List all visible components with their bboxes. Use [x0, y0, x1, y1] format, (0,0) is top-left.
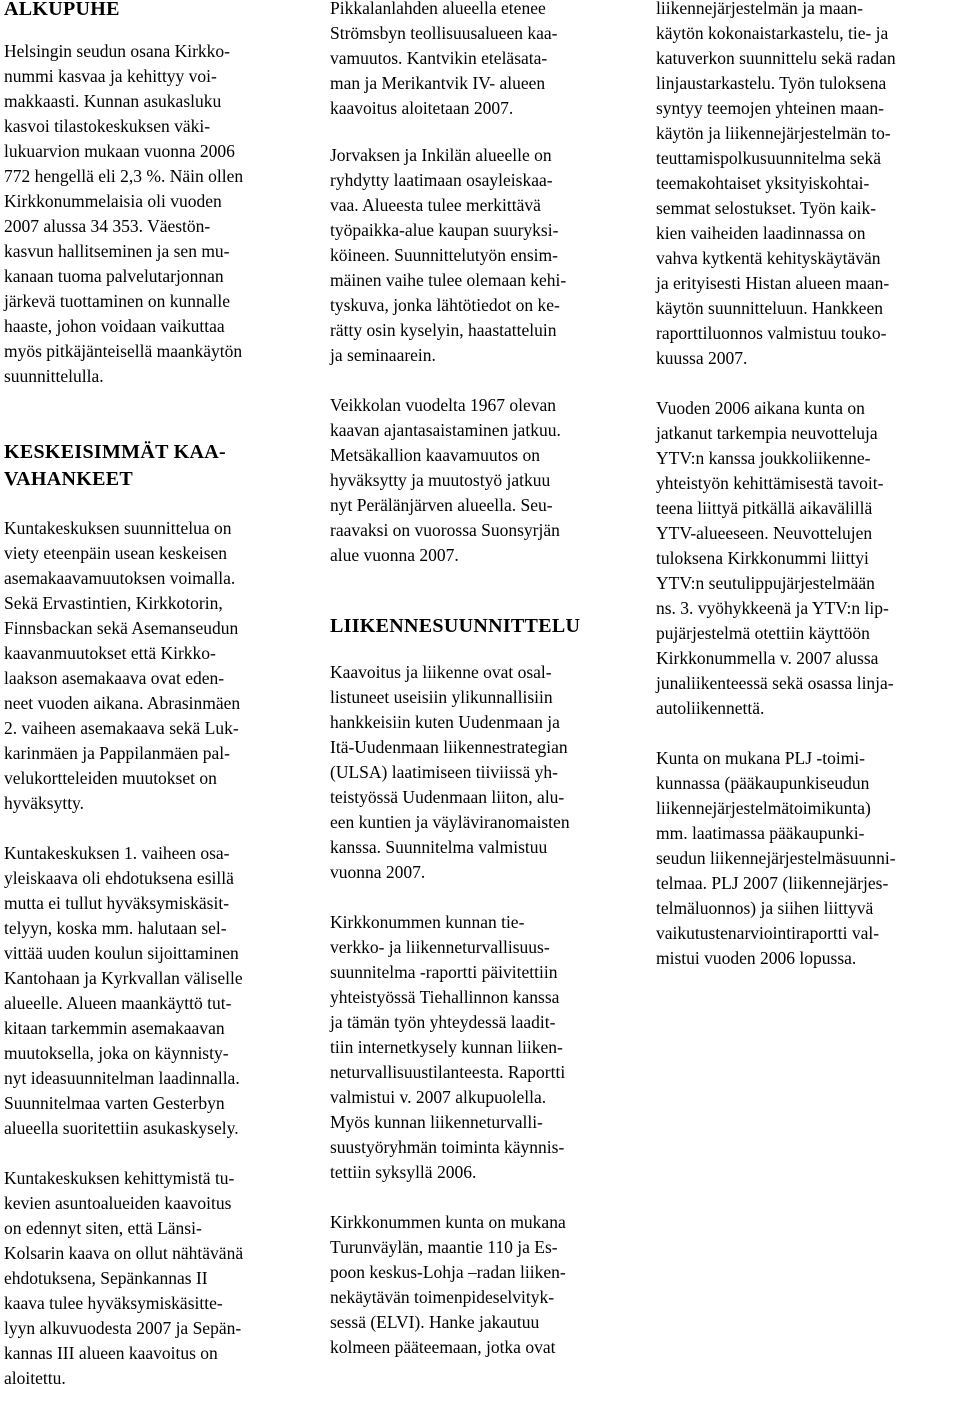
- text-line: aloitettu.: [4, 1368, 66, 1388]
- text-line: kunnassa (pääkaupunkiseudun: [656, 773, 870, 793]
- text-line: mm. laatimassa pääkaupunki-: [656, 823, 865, 843]
- text-line: Kuntakeskuksen suunnittelua on: [4, 518, 232, 538]
- text-line: ja tämän työn yhteydessä laadit-: [330, 1012, 556, 1032]
- text-line: kaava tulee hyväksymiskäsitte-: [4, 1293, 223, 1313]
- text-line: autoliikennettä.: [656, 698, 765, 718]
- text-line: raporttiluonnos valmistuu touko-: [656, 323, 887, 343]
- text-line: köineen. Suunnittelutyön ensim-: [330, 245, 558, 265]
- paragraph-kaavoitus-liikenne: [330, 660, 636, 885]
- text-line: kannas III alueen kaavoitus on: [4, 1343, 218, 1363]
- heading-line: VAHANKEET: [4, 468, 134, 490]
- text-line: kasvun hallitseminen ja sen mu-: [4, 241, 230, 261]
- text-line: Myös kunnan liikenneturvalli-: [330, 1112, 543, 1132]
- text-line: ns. 3. vyöhykkeenä ja YTV:n lip-: [656, 598, 889, 618]
- text-line: 2007 alussa 34 353. Väestön-: [4, 216, 211, 236]
- text-line: Kirkkonummelaisia oli vuoden: [4, 191, 222, 211]
- text-line: teemakohtaiset yksityiskohtai-: [656, 173, 870, 193]
- text-line: Metsäkallion kaavamuutos on: [330, 445, 540, 465]
- text-line: Kuntakeskuksen 1. vaiheen osa-: [4, 843, 230, 863]
- text-line: Kuntakeskuksen kehittymistä tu-: [4, 1168, 235, 1188]
- text-line: tyskuva, jonka lähtötiedot on ke-: [330, 295, 560, 315]
- text-line: lukuarvion mukaan vuonna 2006: [4, 141, 235, 161]
- text-line: listuneet useisiin ylikunnallisiin: [330, 687, 553, 707]
- text-line: yleiskaava oli ehdotuksena esillä: [4, 868, 234, 888]
- text-line: pujärjestelmä otettiin käyttöön: [656, 623, 870, 643]
- paragraph-asuntoalueet: [4, 1166, 304, 1391]
- paragraph-alkupuhe: [4, 39, 304, 389]
- paragraph-turvallisuus: [330, 910, 636, 1185]
- text-line: asemakaavamuutoksen voimalla.: [4, 568, 236, 588]
- text-line: järkevä tuottaminen on kunnalle: [4, 291, 230, 311]
- column-1: [4, 0, 304, 1391]
- text-line: Veikkolan vuodelta 1967 olevan: [330, 395, 556, 415]
- text-line: vuonna 2007.: [330, 862, 426, 882]
- text-line: Suunnitelmaa varten Gesterbyn: [4, 1093, 225, 1113]
- text-line: tettiin syksyllä 2006.: [330, 1162, 477, 1182]
- text-line: muutoksella, joka on käynnisty-: [4, 1043, 229, 1063]
- text-line: suunnitelma -raportti päivitettiin: [330, 962, 558, 982]
- text-line: suunnittelulla.: [4, 366, 104, 386]
- text-line: YTV-alueeseen. Neuvottelujen: [656, 523, 873, 543]
- text-line: vaa. Alueesta tulee merkittävä: [330, 195, 541, 215]
- text-line: Kolsarin kaava on ollut nähtävänä: [4, 1243, 244, 1263]
- text-line: Jorvaksen ja Inkilän alueelle on: [330, 145, 552, 165]
- text-line: kitaan tarkemmin asemakaavan: [4, 1018, 225, 1038]
- text-line: alueelle. Alueen maankäyttö tut-: [4, 993, 232, 1013]
- text-line: kien vaiheiden laadinnassa on: [656, 223, 866, 243]
- text-line: kaavan ajantasaistaminen jatkuu.: [330, 420, 561, 440]
- text-line: valmistui v. 2007 alkupuolella.: [330, 1087, 547, 1107]
- text-line: viety eteenpäin usean keskeisen: [4, 543, 228, 563]
- text-line: kaavanmuutokset että Kirkko-: [4, 643, 216, 663]
- text-line: YTV:n seutulippujärjestelmään: [656, 573, 875, 593]
- text-line: yhteistyön kehittämisestä tavoit-: [656, 473, 884, 493]
- text-line: kevien asuntoalueiden kaavoitus: [4, 1193, 232, 1213]
- text-line: Vuoden 2006 aikana kunta on: [656, 398, 865, 418]
- text-line: teuttamispolkusuunnitelma sekä: [656, 148, 882, 168]
- text-line: liikennejärjestelmän ja maan-: [656, 0, 863, 18]
- text-line: liikennejärjestelmätoimikunta): [656, 798, 871, 818]
- text-line: telyyn, koska mm. halutaan sel-: [4, 918, 227, 938]
- text-line: kanssa. Suunnitelma valmistuu: [330, 837, 548, 857]
- text-line: nekäytävän toimenpideselvityk-: [330, 1287, 555, 1307]
- paragraph-ytv: [656, 396, 956, 721]
- text-line: mistui vuoden 2006 lopussa.: [656, 948, 857, 968]
- paragraph-kuntakeskus: [4, 516, 304, 816]
- text-line: kolmeen pääteemaan, jotka ovat: [330, 1337, 556, 1357]
- text-line: junaliikenteessä sekä osassa linja-: [656, 673, 894, 693]
- text-line: tuloksena Kirkkonummi liittyi: [656, 548, 869, 568]
- text-line: Kunta on mukana PLJ -toimi-: [656, 748, 866, 768]
- text-line: kanaan tuoma palvelutarjonnan: [4, 266, 224, 286]
- paragraph-turunvayla: [330, 1210, 636, 1360]
- text-line: Kirkkonummen kunta on mukana: [330, 1212, 566, 1232]
- text-line: makkaasti. Kunnan asukasluku: [4, 91, 222, 111]
- text-line: alue vuonna 2007.: [330, 545, 459, 565]
- text-line: karinmäen ja Pappilanmäen pal-: [4, 743, 230, 763]
- paragraph-veikkola: [330, 393, 636, 568]
- text-line: käytön suunnitteluun. Hankkeen: [656, 298, 883, 318]
- text-line: verkko- ja liikenneturvallisuus-: [330, 937, 550, 957]
- text-line: tiin internetkysely kunnan liiken-: [330, 1037, 563, 1057]
- text-line: ja seminaarein.: [330, 345, 436, 365]
- text-line: Pikkalanlahden alueella etenee: [330, 0, 546, 18]
- text-line: 2. vaiheen asemakaava sekä Luk-: [4, 718, 239, 738]
- text-line: ja erityisesti Histan alueen maan-: [656, 273, 890, 293]
- text-line: (ULSA) laatimiseen tiiviissä yh-: [330, 762, 558, 782]
- paragraph-plj: [656, 746, 956, 971]
- column-2: [330, 0, 636, 1360]
- heading-line: KESKEISIMMÄT KAA-: [4, 441, 226, 463]
- text-line: käytön kokonaistarkastelu, tie- ja: [656, 23, 889, 43]
- text-line: työpaikka-alue kaupan suuryksi-: [330, 220, 559, 240]
- text-line: ehdotuksena, Sepänkannas II: [4, 1268, 208, 1288]
- text-line: Strömsbyn teollisuusalueen kaa-: [330, 23, 558, 43]
- text-line: Kaavoitus ja liikenne ovat osal-: [330, 662, 552, 682]
- text-line: Kantohaan ja Kyrkvallan väliselle: [4, 968, 243, 988]
- text-line: myös pitkäjänteisellä maankäytön: [4, 341, 243, 361]
- text-line: YTV:n kanssa joukkoliikenne-: [656, 448, 871, 468]
- text-line: sessä (ELVI). Hanke jakautuu: [330, 1312, 540, 1332]
- paragraph-yleiskaava: [4, 841, 304, 1141]
- text-line: Kirkkonummen kunnan tie-: [330, 912, 525, 932]
- text-line: alueella suoritettiin asukaskysely.: [4, 1118, 239, 1138]
- text-line: Helsingin seudun osana Kirkko-: [4, 41, 231, 61]
- text-line: syntyy teemojen yhteinen maan-: [656, 98, 884, 118]
- text-line: rätty osin kyselyin, haastatteluin: [330, 320, 557, 340]
- text-line: nyt Perälänjärven alueella. Seu-: [330, 495, 553, 515]
- text-line: suustyöryhmän toiminta käynnis-: [330, 1137, 565, 1157]
- text-line: nyt ideasuunnitelman laadinnalla.: [4, 1068, 240, 1088]
- text-line: velukortteleiden muutokset on: [4, 768, 217, 788]
- text-line: man ja Merikantvik IV- alueen: [330, 73, 546, 93]
- paragraph-pikkalanlahti: [330, 0, 636, 121]
- text-line: käytön ja liikennejärjestelmän to-: [656, 123, 891, 143]
- text-line: Kirkkonummella v. 2007 alussa: [656, 648, 879, 668]
- text-line: neet vuoden aikana. Abrasinmäen: [4, 693, 241, 713]
- text-line: haaste, johon voidaan vaikuttaa: [4, 316, 225, 336]
- text-line: telmaa. PLJ 2007 (liikennejärjes-: [656, 873, 889, 893]
- text-line: 772 hengellä eli 2,3 %. Näin ollen: [4, 166, 244, 186]
- text-line: mutta ei tullut hyväksymiskäsit-: [4, 893, 230, 913]
- text-line: Sekä Ervastintien, Kirkkotorin,: [4, 593, 223, 613]
- text-line: hyväksytty ja muutostyö jatkuu: [330, 470, 551, 490]
- text-line: telmäluonnos) ja siihen liittyvä: [656, 898, 874, 918]
- text-line: semmat selostukset. Työn kaik-: [656, 198, 877, 218]
- text-line: vaikutustenarviointiraportti val-: [656, 923, 880, 943]
- text-line: vahva kytkentä kehityskäytävän: [656, 248, 881, 268]
- text-line: nummi kasvaa ja kehittyy voi-: [4, 66, 217, 86]
- text-line: kuussa 2007.: [656, 348, 748, 368]
- text-line: hyväksytty.: [4, 793, 85, 813]
- text-line: raavaksi on vuorossa Suonsyrjän: [330, 520, 560, 540]
- text-line: kasvoi tilastokeskuksen väki-: [4, 116, 211, 136]
- text-line: laakson asemakaava ovat eden-: [4, 668, 225, 688]
- text-line: linjaustarkastelu. Työn tuloksena: [656, 73, 887, 93]
- text-line: hankkeisiin kuten Uudenmaan ja: [330, 712, 560, 732]
- paragraph-jorvas: [330, 143, 636, 368]
- column-3: [656, 0, 956, 971]
- text-line: katuverkon suunnittelu sekä radan: [656, 48, 896, 68]
- text-line: Finnsbackan sekä Asemanseudun: [4, 618, 239, 638]
- text-line: teistyössä Uudenmaan liiton, alu-: [330, 787, 565, 807]
- text-line: een kuntien ja väyläviranomaisten: [330, 812, 570, 832]
- text-line: mäinen vaihe tulee olemaan kehi-: [330, 270, 567, 290]
- text-line: on edennyt siten, että Länsi-: [4, 1218, 202, 1238]
- section-heading-keskeisimmat: [4, 439, 304, 493]
- text-line: vittää uuden koulun sijoittaminen: [4, 943, 239, 963]
- text-line: vamuutos. Kantvikin eteläsata-: [330, 48, 548, 68]
- text-line: seudun liikennejärjestelmäsuunni-: [656, 848, 896, 868]
- text-line: jatkanut tarkempia neuvotteluja: [656, 423, 878, 443]
- section-heading-liikennesuunnittelu: LIIKENNESUUNNITTELU: [330, 615, 581, 637]
- paragraph-liikennejarjestelma: [656, 0, 956, 371]
- text-line: yhteistyössä Tiehallinnon kanssa: [330, 987, 560, 1007]
- text-line: ryhdytty laatimaan osayleiskaa-: [330, 170, 553, 190]
- text-line: lyyn alkuvuodesta 2007 ja Sepän-: [4, 1318, 242, 1338]
- section-heading-alkupuhe: ALKUPUHE: [4, 0, 120, 20]
- text-line: teena liittyä pitkällä aikavälillä: [656, 498, 873, 518]
- text-line: Turunväylän, maantie 110 ja Es-: [330, 1237, 558, 1257]
- text-line: kaavoitus aloitetaan 2007.: [330, 98, 514, 118]
- text-line: neturvallisuustilanteesta. Raportti: [330, 1062, 566, 1082]
- text-line: Itä-Uudenmaan liikennestrategian: [330, 737, 568, 757]
- text-line: poon keskus-Lohja –radan liiken-: [330, 1262, 566, 1282]
